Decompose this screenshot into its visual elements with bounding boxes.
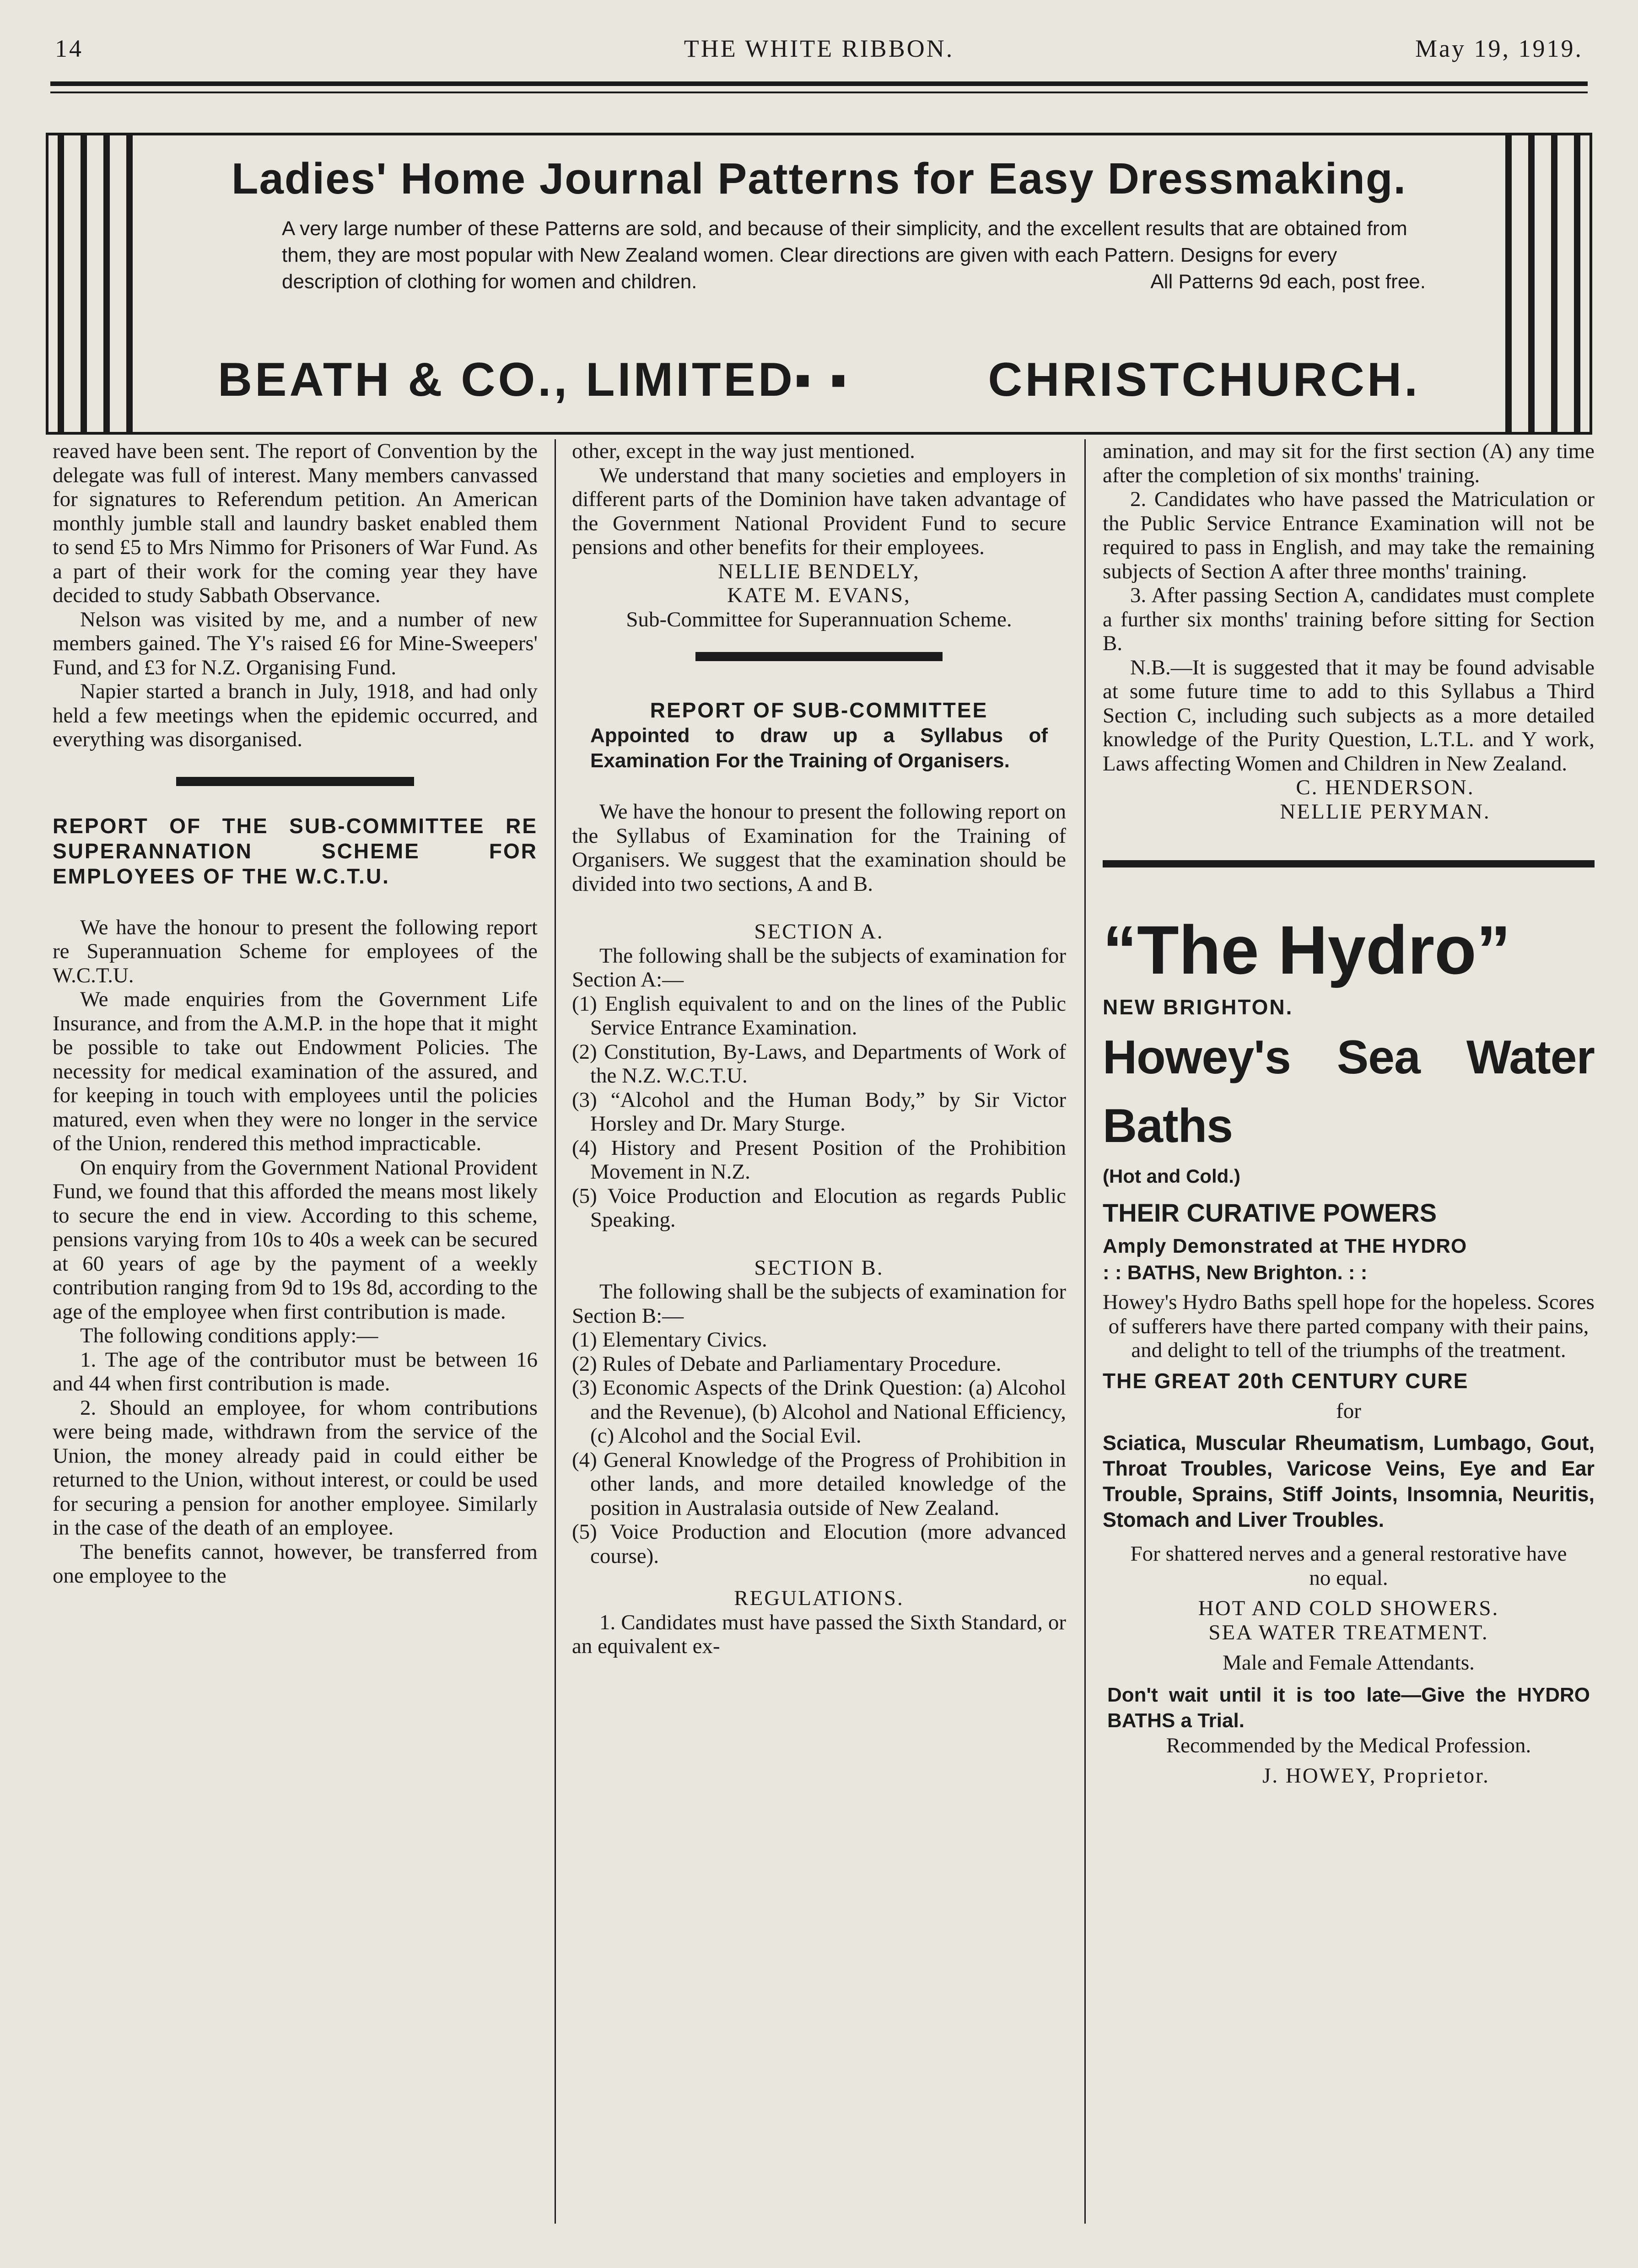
paragraph: We understand that many societies and employers in different parts of the Dominion have taken advantage of the Government National Provident Fund to secure pensions and other benefits for their employees. <box>572 463 1066 559</box>
section-heading: REPORT OF THE SUB-COMMITTEE RE SUPERANNATION SCHEME FOR EMPLOYEES OF THE W.C.T.U. <box>53 813 538 888</box>
ad-price: All Patterns 9d each, post free. <box>1150 270 1426 293</box>
running-header <box>55 34 1583 71</box>
hydro-baths-name: Howey's Sea Water Baths <box>1103 1031 1595 1153</box>
hydro-proprietor: J. HOWEY, Proprietor. <box>1262 1764 1490 1788</box>
subsection-heading: REGULATIONS. <box>734 1586 904 1610</box>
signature: KATE M. EVANS, <box>727 583 911 607</box>
hydro-curative: THEIR CURATIVE POWERS <box>1103 1198 1437 1227</box>
syllabus-item: (1) English equivalent to and on the lines of the Public Service Entrance Examination. <box>572 991 1066 1040</box>
ad-headline: Ladies' Home Journal Patterns for Easy Dressmaking. <box>231 154 1407 203</box>
paragraph: other, except in the way just mentioned. <box>572 439 915 463</box>
paragraph: The following shall be the subjects of examination for Section B:— <box>572 1280 1066 1328</box>
paragraph: We made enquiries from the Government Life Insurance, and from the A.M.P. in the hope that it might be possible to take out Endowment Policies. The necessity for medical examination of the assured, and for keeping in touch with employees until the policies matured, even when they were no longer in the service of the Union, rendered this method impracticable. <box>53 987 538 1155</box>
column-divider <box>555 439 556 2224</box>
paragraph: We have the honour to present the following report re Superannuation Scheme for employees of the W.C.T.U. <box>53 915 538 987</box>
ad-border-bar <box>1505 135 1512 432</box>
hydro-advertisement <box>1103 909 1595 1788</box>
section-subheading: Appointed to draw up a Syllabus of Examination For the Training of Organisers. <box>590 724 1048 772</box>
hydro-ailments: Sciatica, Muscular Rheumatism, Lumbago, Gout, Throat Troubles, Varicose Veins, Eye and Ear Trouble, Sprains, Stiff Joints, Insomnia, Neuritis, Stomach and Liver Troubles. <box>1103 1431 1595 1531</box>
publication-title: THE WHITE RIBBON. <box>684 35 954 62</box>
ad-city: CHRISTCHURCH. <box>988 353 1420 406</box>
syllabus-item: (1) Elementary Civics. <box>572 1328 767 1352</box>
syllabus-item: (4) General Knowledge of the Progress of Prohibition in other lands, and more detailed knowledge of the position in Australasia outside of New Zealand. <box>572 1448 1066 1520</box>
paragraph: The benefits cannot, however, be transferred from one employee to the <box>53 1540 538 1588</box>
ad-border-bar <box>81 135 87 432</box>
hydro-nerves: For shattered nerves and a general restorative have no equal. <box>1130 1542 1567 1590</box>
column-divider <box>1084 439 1086 2224</box>
section-divider <box>1103 860 1595 867</box>
syllabus-item: (3) “Alcohol and the Human Body,” by Sir Victor Horsley and Dr. Mary Sturge. <box>572 1088 1066 1136</box>
hydro-attendants: Male and Female Attendants. <box>1223 1651 1475 1675</box>
header-rule-thin <box>50 92 1588 93</box>
spacer <box>572 896 1066 920</box>
paragraph: amination, and may sit for the first section (A) any time after the completion of six months' training. <box>1103 439 1595 487</box>
ad-firm: BEATH & CO., LIMITED <box>218 353 796 406</box>
syllabus-item: (3) Economic Aspects of the Drink Question: (a) Alcohol and the Revenue), (b) Alcohol and National Efficiency, (c) Alcohol and the Social Evil. <box>572 1376 1066 1448</box>
syllabus-item: (5) Voice Production and Elocution as regards Public Speaking. <box>572 1184 1066 1232</box>
regulation-item: 1. Candidates must have passed the Sixth Standard, or an equivalent ex- <box>572 1610 1066 1658</box>
subsection-heading: SECTION A. <box>754 920 884 943</box>
signature: NELLIE PERYMAN. <box>1280 799 1491 824</box>
ad-body-text: A very large number of these Patterns are sold, and because of their simplicity, and the excellent results that are obtained from them, they are most popular with New Zealand women. Clear directions are given with each Pattern. Designs for every description of clothing for women and children. <box>282 217 1407 293</box>
spacer <box>572 773 1066 800</box>
paragraph: N.B.—It is suggested that it may be found advisable at some future time to add to this Syllabus a Third Section C, including such subjects as a more detailed knowledge of the Purity Question, L.T.L. and Y work, Laws affecting Women and Children in New Zealand. <box>1103 655 1595 776</box>
signature-role: Sub-Committee for Superannuation Scheme. <box>626 607 1012 631</box>
hydro-body: Howey's Hydro Baths spell hope for the hopeless. Scores of sufferers have there parted company with their pains, and delight to tell of the triumphs of the treatment. <box>1103 1290 1595 1362</box>
ad-border-bar <box>103 135 110 432</box>
paragraph: The following shall be the subjects of examination for Section A:— <box>572 943 1066 991</box>
spacer <box>572 1568 1066 1586</box>
paragraph: We have the honour to present the following report on the Syllabus of Examination for the Training of Organisers. We suggest that the examination should be divided into two sections, A and B. <box>572 800 1066 896</box>
column-3 <box>1103 439 1595 1788</box>
condition-item: 1. The age of the contributor must be between 16 and 44 when first contribution is made. <box>53 1347 538 1395</box>
hydro-demonstrated: Amply Demonstrated at THE HYDRO <box>1103 1235 1467 1257</box>
ad-border-bar <box>58 135 64 432</box>
hydro-hot-cold: (Hot and Cold.) <box>1103 1165 1240 1187</box>
regulation-item: 2. Candidates who have passed the Matriculation or the Public Service Entrance Examination will not be required to pass in English, and may take the remaining subjects of Section A after three months' training. <box>1103 487 1595 583</box>
hydro-location: NEW BRIGHTON. <box>1103 995 1293 1019</box>
paragraph: Napier started a branch in July, 1918, and had only held a few meetings when the epidemic occurred, and everything was disorganised. <box>53 679 538 751</box>
ad-border-bar <box>1551 135 1557 432</box>
patterns-advertisement <box>46 133 1592 435</box>
page-number: 14 <box>55 35 83 62</box>
ad-separator: ▪ ▪ <box>794 353 850 406</box>
column-1 <box>53 439 538 1588</box>
ad-border-bar <box>1574 135 1580 432</box>
paragraph: Nelson was visited by me, and a number of new members gained. The Y's raised £6 for Mine-Sweepers' Fund, and £3 for N.Z. Organising Fund. <box>53 607 538 679</box>
section-heading: REPORT OF SUB-COMMITTEE <box>650 698 988 722</box>
syllabus-item: (5) Voice Production and Elocution (more advanced course). <box>572 1520 1066 1568</box>
hydro-recommended: Recommended by the Medical Profession. <box>1166 1733 1531 1757</box>
syllabus-item: (4) History and Present Position of the Prohibition Movement in N.Z. <box>572 1136 1066 1184</box>
paragraph: reaved have been sent. The report of Convention by the delegate was full of interest. Many members canvassed for signatures to Referendum petition. An American monthly jumble stall and laundry basket enabled them to send £5 to Mrs Nimmo for Prisoners of War Fund. As a part of their work for the coming year they have decided to study Sabbath Observance. <box>53 439 538 607</box>
paragraph: The following conditions apply:— <box>80 1324 378 1347</box>
hydro-showers: HOT AND COLD SHOWERS. <box>1198 1596 1499 1620</box>
signature: NELLIE BENDELY, <box>718 559 920 583</box>
ad-border-bar <box>1528 135 1535 432</box>
spacer <box>572 1232 1066 1256</box>
subsection-heading: SECTION B. <box>754 1255 884 1280</box>
hydro-dont-wait: Don't wait until it is too late—Give the HYDRO BATHS a Trial. <box>1107 1683 1590 1732</box>
ad-body <box>282 215 1426 295</box>
issue-date: May 19, 1919. <box>1415 35 1583 62</box>
syllabus-item: (2) Rules of Debate and Parliamentary Procedure. <box>572 1352 1002 1376</box>
hydro-title: “The Hydro” <box>1103 911 1511 988</box>
syllabus-item: (2) Constitution, By-Laws, and Departments of Work of the N.Z. W.C.T.U. <box>572 1040 1066 1088</box>
hydro-treatment: SEA WATER TREATMENT. <box>1208 1620 1489 1644</box>
header-rule <box>50 81 1588 86</box>
section-divider <box>176 777 414 786</box>
ad-border-bar <box>126 135 133 432</box>
paragraph: On enquiry from the Government National Provident Fund, we found that this afforded the means most likely to secure the end in view. According to this scheme, pensions varying from 10s to 40s a week can be secured at 60 years of age by the payment of a weekly contribution ranging from 9d to 19s 8d, according to the age of the employee when first contribution is made. <box>53 1155 538 1324</box>
spacer <box>53 889 538 916</box>
section-divider <box>695 652 943 661</box>
hydro-baths-line: : : BATHS, New Brighton. : : <box>1103 1261 1368 1284</box>
signature: C. HENDERSON. <box>1296 776 1475 799</box>
hydro-for: for <box>1336 1399 1361 1423</box>
hydro-cure: THE GREAT 20th CENTURY CURE <box>1103 1368 1469 1393</box>
column-2 <box>572 439 1066 1659</box>
regulation-item: 3. After passing Section A, candidates must complete a further six months' training before sitting for Section B. <box>1103 583 1595 655</box>
condition-item: 2. Should an employee, for whom contributions were being made, withdrawn from the service of the Union, the money already paid in could either be returned to the Union, without interest, or could be used for securing a pension for another employee. Similarly in the case of the death of an employee. <box>53 1395 538 1540</box>
